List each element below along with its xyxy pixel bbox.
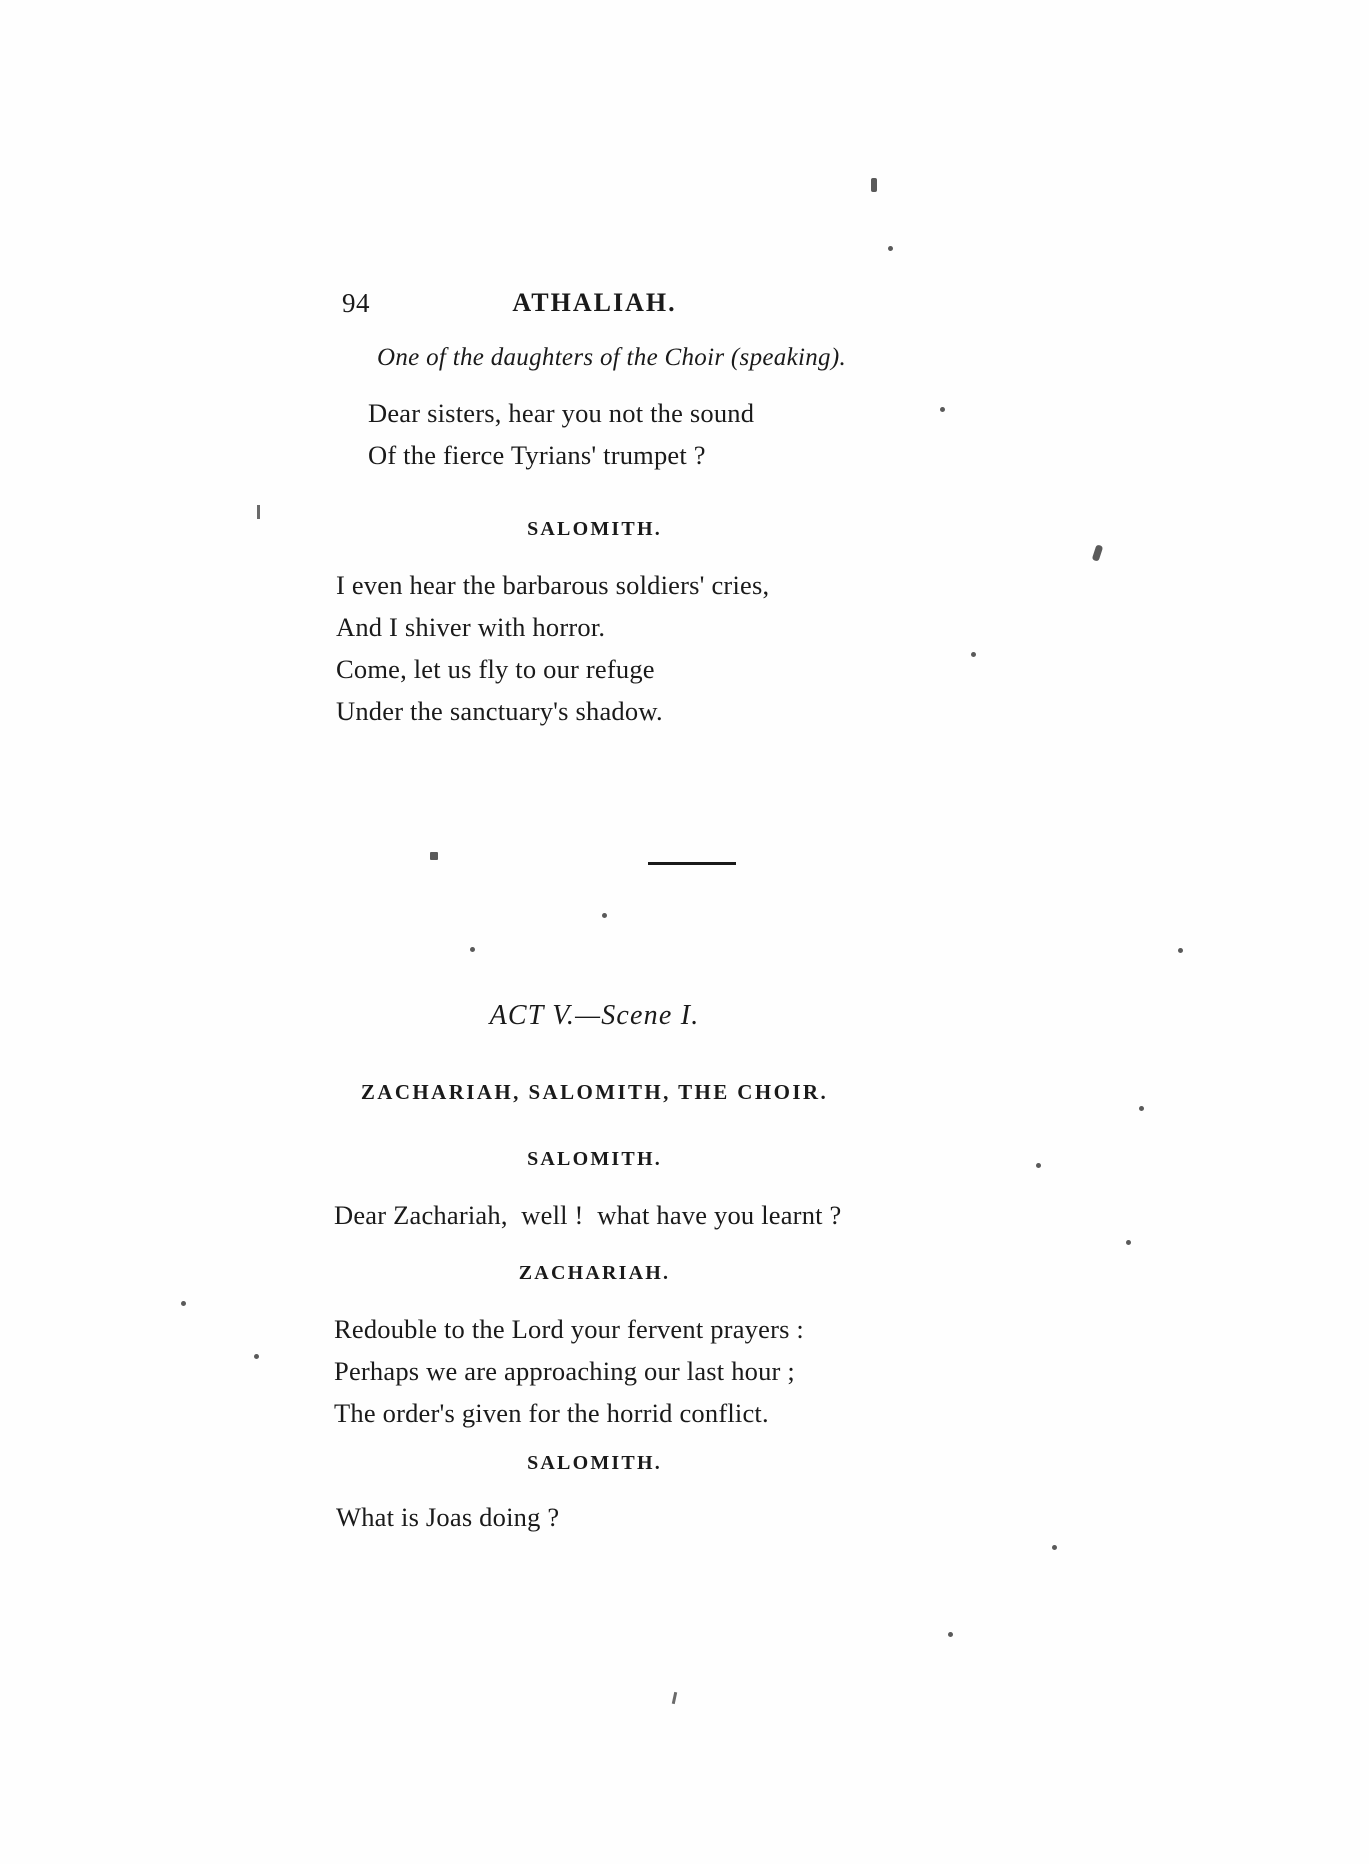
verse-line: Perhaps we are approaching our last hour ;: [334, 1356, 795, 1386]
verse-salomith-1: [0, 564, 1369, 732]
scan-speck: [1178, 948, 1183, 953]
scan-speck: [181, 1301, 186, 1306]
scan-speck: [971, 652, 976, 657]
verse-line: Dear Zachariah, well ! what have you learnt ?: [334, 1200, 842, 1230]
verse-salomith-3: [0, 1496, 1369, 1538]
scan-speck: [1139, 1106, 1144, 1111]
verse-zachariah: [0, 1308, 1369, 1434]
running-title: ATHALIAH.: [512, 288, 677, 317]
speaker-salomith: SALOMITH.: [527, 1148, 662, 1170]
scan-speck: [871, 178, 877, 192]
speaker-zachariah: ZACHARIAH.: [518, 1262, 671, 1284]
scan-speck: [1036, 1163, 1041, 1168]
verse-line: And I shiver with horror.: [336, 612, 606, 642]
speaker-salomith: SALOMITH.: [527, 1452, 662, 1474]
section-divider: [648, 862, 736, 865]
speaker-salomith: SALOMITH.: [527, 518, 662, 540]
verse-line: I even hear the barbarous soldiers' cries,: [336, 570, 770, 600]
scan-speck: [430, 852, 438, 860]
act-scene-heading: ACT V.—Scene I.: [489, 1000, 700, 1031]
scan-speck: [948, 1632, 953, 1637]
scan-speck: [672, 1692, 677, 1704]
scan-speck: [470, 947, 475, 952]
scan-speck: [254, 1354, 259, 1359]
stage-direction: One of the daughters of the Choir (speaking).: [377, 344, 846, 371]
verse-line: Dear sisters, hear you not the sound: [368, 398, 755, 428]
scan-speck: [888, 246, 893, 251]
verse-line: Under the sanctuary's shadow.: [336, 696, 663, 726]
scan-speck: [602, 913, 607, 918]
cast-list: ZACHARIAH, SALOMITH, THE CHOIR.: [360, 1080, 829, 1104]
verse-line: Of the fierce Tyrians' trumpet ?: [368, 440, 706, 470]
scan-speck: [1126, 1240, 1131, 1245]
scan-speck: [257, 505, 260, 519]
scan-speck: [1092, 544, 1104, 561]
verse-line: Come, let us fly to our refuge: [336, 654, 655, 684]
verse-choir: [0, 392, 1369, 476]
verse-line: The order's given for the horrid conflict.: [334, 1398, 769, 1428]
page-number: 94: [342, 288, 370, 318]
verse-line: Redouble to the Lord your fervent prayers :: [334, 1314, 804, 1344]
page-header: [0, 288, 1369, 322]
scan-speck: [1052, 1545, 1057, 1550]
verse-salomith-2: [0, 1194, 1369, 1236]
verse-line: What is Joas doing ?: [336, 1502, 560, 1532]
scan-speck: [940, 407, 945, 412]
